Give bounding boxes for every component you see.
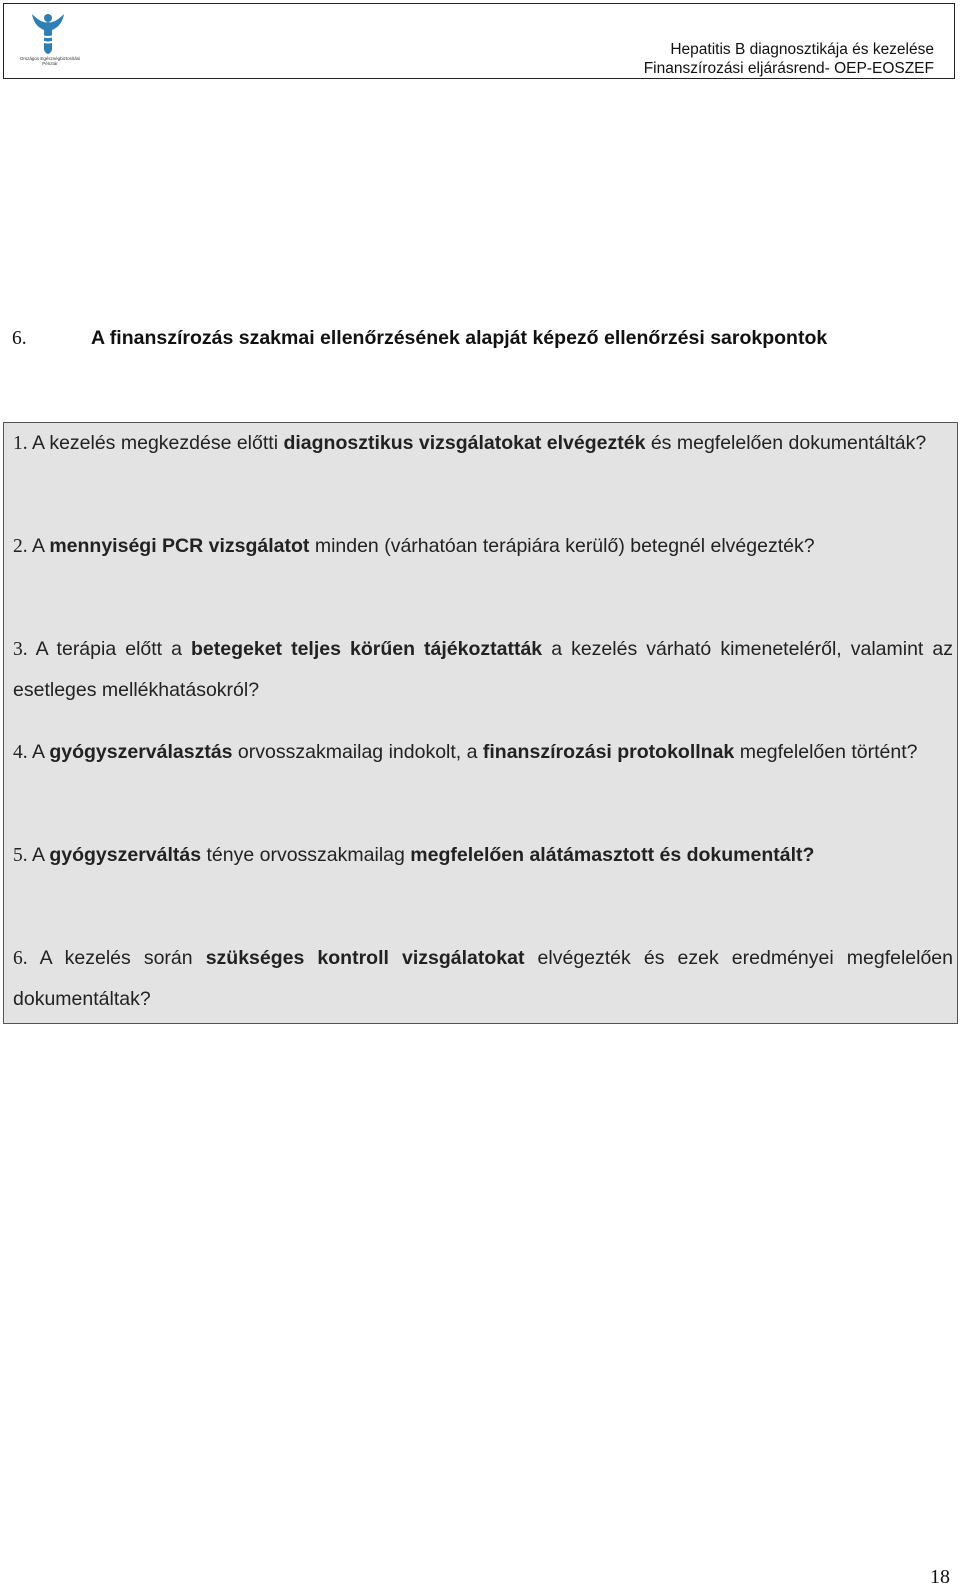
item-text: A [27,741,50,763]
checkpoint-item [13,732,953,773]
item-text: A kezelés megkezdése előtti [27,432,284,454]
item-text: megfelelően történt? [734,741,918,763]
header-title-line1: Hepatitis B diagnosztikája és kezelése [670,41,934,58]
section-title: A finanszírozás szakmai ellenőrzésének alapját képező ellenőrzési sarokpontok [91,327,828,349]
logo-figure-icon [12,10,88,58]
item-text: A terápia előtt a [27,638,191,660]
item-number: 1. [13,433,28,454]
checkpoint-item [13,835,953,876]
item-emphasis: gyógyszerváltás [49,844,202,866]
item-emphasis: finanszírozási protokollnak [482,741,735,763]
section-heading [12,318,912,359]
item-emphasis: mennyiségi PCR vizsgálatot [49,535,310,557]
page-header [3,3,955,79]
item-emphasis: gyógyszerválasztás [49,741,233,763]
item-text: A kezelés során [27,947,206,969]
section-number: 6. [12,328,27,349]
item-text: orvosszakmailag indokolt, a [232,741,483,763]
item-text: A [27,535,50,557]
checkpoint-item [13,423,953,464]
page-number: 18 [930,1566,950,1588]
item-number: 5. [13,845,28,866]
header-title-line2: Finanszírozási eljárásrend- OEP-EOSZEF [643,60,934,77]
item-text: minden (várhatóan terápiára kerülő) betegnél elvégezték? [309,535,815,557]
checkpoints-box [3,422,958,1024]
item-emphasis: megfelelően alátámasztott és dokumentált? [410,844,815,866]
item-number: 4. [13,742,28,763]
item-text: ténye orvosszakmailag [201,844,411,866]
checkpoint-item [13,526,953,567]
item-emphasis: diagnosztikus vizsgálatokat elvégezték [283,432,646,454]
checkpoint-item [13,938,953,1019]
item-number: 3. [13,639,28,660]
item-emphasis: betegeket teljes körűen tájékoztatták [191,638,543,660]
item-emphasis: szükséges kontroll vizsgálatokat [205,947,525,969]
item-text: a kezelés várható kimeneteléről, valamint az esetleges mellékhatásokról? [13,638,953,701]
item-number: 6. [13,948,28,969]
item-text: elvégezték és ezek eredményei megfelelően dokumentáltak? [13,947,953,1010]
item-text: A [27,844,50,866]
checkpoint-item [13,629,953,710]
item-number: 2. [13,536,28,557]
logo-text: Országos Egészségbiztosítási Pénztár [19,56,81,66]
item-text: és megfelelően dokumentálták? [645,432,927,454]
header-title [644,40,934,78]
